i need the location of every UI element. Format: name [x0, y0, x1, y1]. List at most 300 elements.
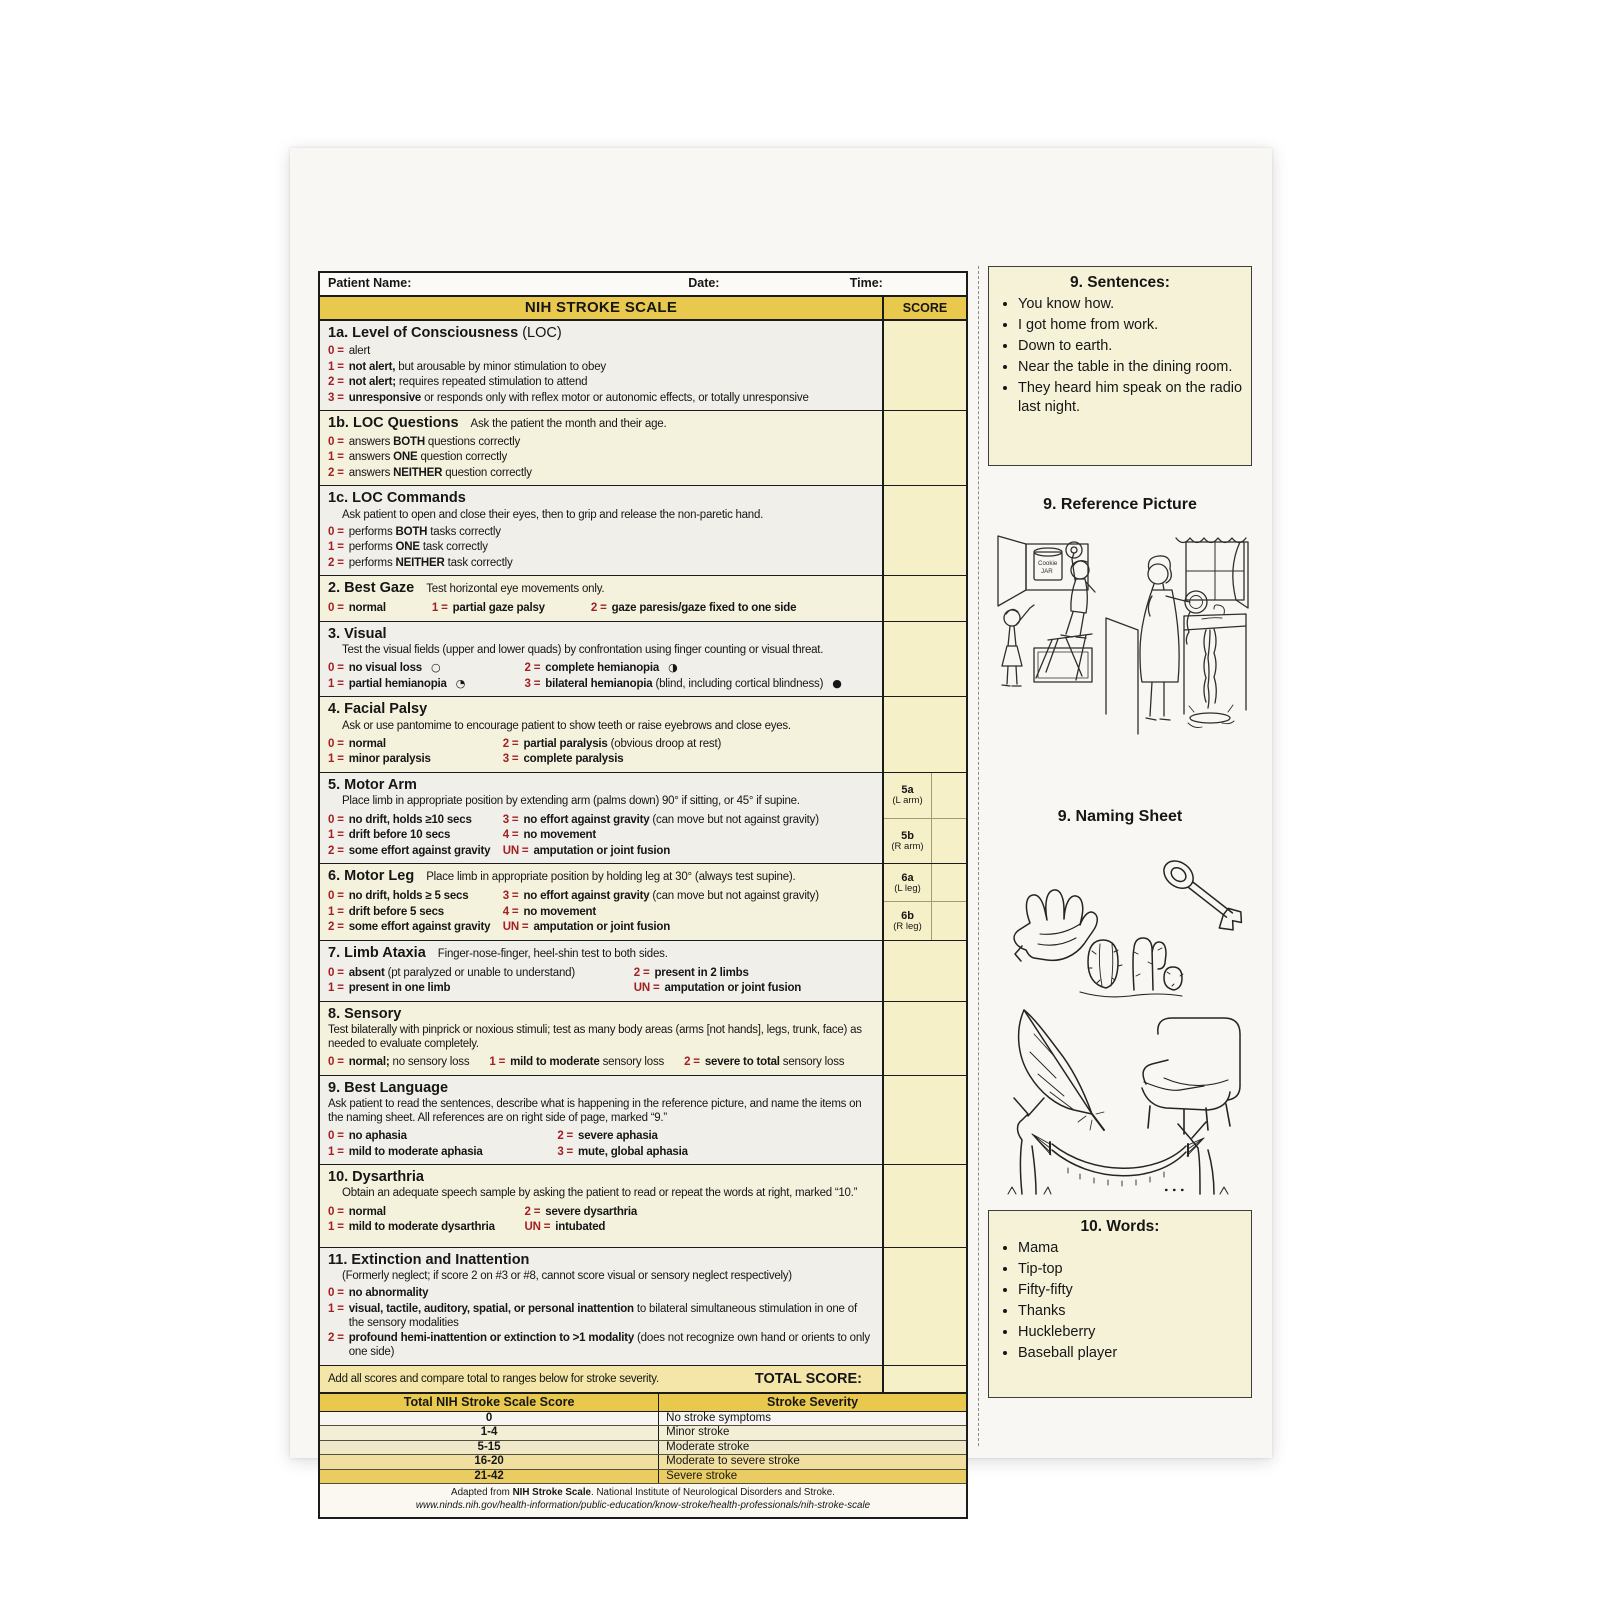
- severity-row-5: [320, 1470, 966, 1485]
- section-note: Test bilaterally with pinprick or noxious stimuli; test as many body areas (arms [not hands], legs, trunk, face) as needed to evaluate completely.: [328, 1023, 862, 1050]
- option-score-value: 1 =: [328, 360, 344, 373]
- severity-score-range: 0: [320, 1412, 659, 1426]
- score-box-2[interactable]: [882, 576, 966, 620]
- patient-name-field[interactable]: [425, 275, 655, 293]
- severity-score-range: 5-15: [320, 1441, 659, 1455]
- sentence-item: • You know how.: [1018, 295, 1243, 314]
- options-col-2: [525, 1203, 874, 1236]
- option-text: gaze paresis/gaze fixed to one side: [611, 602, 797, 615]
- option-1c-2: [328, 556, 874, 570]
- options-8: [328, 1054, 874, 1071]
- cactus-icon: [1080, 938, 1183, 997]
- severity-row-2: [320, 1426, 966, 1441]
- option-score-value: 1 =: [328, 1302, 344, 1315]
- option-score-value: 2 =: [524, 1205, 541, 1218]
- severity-score-range: 16-20: [320, 1455, 659, 1469]
- naming-sheet-title: 9. Naming Sheet: [1057, 808, 1183, 825]
- option-text: no movement: [523, 829, 596, 842]
- option-score-value: 0 =: [328, 525, 344, 538]
- option-score-value: 1 =: [328, 541, 344, 554]
- option-7-1: [328, 981, 634, 995]
- sentence-item: • Near the table in the dining room.: [1018, 358, 1243, 377]
- option-score-value: 0 =: [328, 662, 344, 675]
- date-label: Date:: [688, 276, 720, 290]
- section-title: 7. Limb Ataxia: [328, 944, 426, 961]
- option-score-value: 2 =: [328, 376, 344, 389]
- section-row-7: [320, 941, 966, 1002]
- date-field[interactable]: [721, 275, 831, 293]
- options-4: [328, 735, 874, 768]
- options-col-1: [328, 964, 634, 997]
- section-description: Finger-nose-finger, heel-shin test to both sides.: [437, 947, 668, 960]
- glove-icon: [1014, 890, 1097, 961]
- score-box-1b[interactable]: [882, 411, 966, 485]
- option-score-value: 0 =: [328, 966, 344, 979]
- option-text: performs NEITHER task correctly: [348, 556, 513, 569]
- mother-drawing: [1140, 556, 1207, 720]
- option-text: present in 2 limbs: [654, 966, 749, 979]
- word-item: • Tip-top: [1018, 1260, 1243, 1279]
- option-4-2: [503, 737, 874, 751]
- section-row-6: [320, 864, 966, 940]
- option-9-1: [328, 1145, 557, 1159]
- option-score-value: 1 =: [328, 905, 344, 918]
- option-score-value: 0 =: [328, 890, 344, 903]
- options-col-1: [328, 660, 525, 693]
- section-heading: [328, 489, 874, 507]
- option-text: performs ONE task correctly: [348, 541, 488, 554]
- option-text: bilateral hemianopia (blind, including cortical blindness) ●: [545, 676, 842, 690]
- option-text: no effort against gravity (can move but not against gravity): [523, 813, 819, 826]
- option-text: unresponsive or responds only with reflex motor or autonomic effects, or totally unresponsive: [348, 391, 809, 404]
- option-text: severe to total sensory loss: [704, 1056, 845, 1069]
- option-5-3: [503, 813, 874, 827]
- section-note: Test the visual fields (upper and lower quads) by confrontation using finger counting or visual threat.: [342, 643, 824, 656]
- section-title: 1c. LOC Commands: [328, 490, 466, 507]
- total-score-label: TOTAL SCORE:: [754, 1370, 862, 1387]
- section-heading: [328, 776, 874, 794]
- option-text: alert: [348, 345, 371, 358]
- severity-label: Minor stroke: [666, 1426, 730, 1439]
- option-text: amputation or joint fusion: [533, 921, 671, 934]
- option-5-2: [328, 844, 503, 858]
- option-text: no aphasia: [348, 1130, 407, 1143]
- option-text: performs BOTH tasks correctly: [348, 525, 501, 538]
- option-text: some effort against gravity: [348, 844, 491, 857]
- footer-url: www.ninds.nih.gov/health-information/public-education/know-stroke/health-professionals/nih-stroke-scale: [415, 1500, 871, 1512]
- section-note: Ask or use pantomime to encourage patient to show teeth or raise eyebrows and close eyes.: [342, 719, 791, 732]
- option-text: answers BOTH questions correctly: [348, 435, 520, 448]
- section-title: 2. Best Gaze: [328, 580, 415, 597]
- option-8-1: [489, 1055, 664, 1069]
- option-5-0: [328, 813, 503, 827]
- severity-score-range: 21-42: [320, 1470, 659, 1484]
- option-2-0: [328, 601, 386, 615]
- sentence-item: • They heard him speak on the radio last night.: [1018, 379, 1243, 416]
- score-box-8[interactable]: [882, 1002, 966, 1075]
- option-text: present in one limb: [348, 982, 451, 995]
- option-4-0: [328, 737, 503, 751]
- words-title: 10. Words:: [1080, 1218, 1160, 1235]
- sentences-list: [997, 295, 1243, 416]
- options-1c: [328, 525, 874, 570]
- option-score-value: 2 =: [328, 1332, 344, 1345]
- patient-name-label: Patient Name:: [328, 276, 412, 290]
- word-item: • Huckleberry: [1018, 1323, 1243, 1342]
- options-1a: [328, 344, 874, 405]
- option-6-3: [503, 889, 874, 903]
- option-text: visual, tactile, auditory, spatial, or personal inattention to bilateral simultaneous stimulation in one of the sensory modalities: [348, 1302, 857, 1329]
- option-1b-1: [328, 450, 874, 464]
- section-body-1a: [320, 321, 882, 410]
- severity-score-range: 1-4: [320, 1426, 659, 1440]
- section-note: Ask patient to read the sentences, describe what is happening in the reference picture, and name the items on the naming sheet. All references are on right side of page, marked “9.”: [328, 1097, 862, 1124]
- section-body-5: [320, 773, 882, 863]
- option-score-value: 4 =: [502, 829, 519, 842]
- option-score-value: 2 =: [502, 737, 519, 750]
- patient-header-row: [320, 273, 966, 297]
- score-sublabel-5b: 5b (R arm): [891, 829, 924, 852]
- option-text: amputation or joint fusion: [664, 982, 802, 995]
- score-subrow-5a: [884, 773, 966, 819]
- nihss-table: [318, 271, 968, 1519]
- options-9: [328, 1128, 874, 1161]
- section-row-2: [320, 576, 966, 621]
- section-heading: [328, 944, 874, 962]
- score-box-9[interactable]: [882, 1076, 966, 1165]
- score-box-5b[interactable]: [931, 819, 966, 864]
- option-score-value: 3 =: [502, 813, 519, 826]
- section-title: 10. Dysarthria: [328, 1169, 424, 1186]
- options-11: [328, 1286, 874, 1359]
- option-text: answers ONE question correctly: [348, 451, 507, 464]
- score-box-11[interactable]: [882, 1248, 966, 1365]
- option-4-1: [328, 752, 503, 766]
- option-score-value: UN =: [502, 844, 529, 857]
- option-score-value: 1 =: [328, 451, 344, 464]
- cookie-jar-drawing: [1034, 548, 1062, 580]
- option-score-value: 2 =: [328, 844, 344, 857]
- severity-row-1: [320, 1412, 966, 1427]
- section-heading: [328, 324, 874, 342]
- section-body-2: [320, 576, 882, 620]
- girl-drawing: [1002, 605, 1034, 686]
- severity-col1-header: Total NIH Stroke Scale Score: [320, 1394, 659, 1411]
- section-heading: [328, 1251, 874, 1269]
- option-score-value: 2 =: [557, 1130, 574, 1143]
- section-row-1c: [320, 486, 966, 576]
- section-body-6: [320, 864, 882, 939]
- option-score-value: 0 =: [328, 737, 344, 750]
- score-box-10[interactable]: [882, 1165, 966, 1247]
- score-box-1a[interactable]: [882, 321, 966, 410]
- options-5: [328, 811, 874, 859]
- section-row-1a: [320, 321, 966, 411]
- option-text: normal: [348, 1205, 386, 1218]
- option-1a-3: [328, 391, 874, 405]
- option-score-value: 3 =: [328, 391, 344, 404]
- option-11-1: [328, 1302, 874, 1330]
- options-10: [328, 1203, 874, 1236]
- section-title: 6. Motor Leg: [328, 868, 415, 885]
- option-score-value: 0 =: [328, 1205, 344, 1218]
- sentences-box: [988, 266, 1252, 466]
- section-title: 5. Motor Arm: [328, 776, 417, 793]
- section-title: 8. Sensory: [328, 1005, 402, 1022]
- score-box-7[interactable]: [882, 941, 966, 1001]
- score-sublabel-5a: 5a (L arm): [892, 784, 923, 807]
- options-col-2: [503, 888, 874, 936]
- section-title: 1b. LOC Questions: [328, 415, 459, 432]
- option-score-value: 3 =: [502, 753, 519, 766]
- score-box-3[interactable]: [882, 622, 966, 697]
- option-1a-2: [328, 375, 874, 389]
- section-row-11: [320, 1248, 966, 1366]
- option-5-4: [503, 828, 874, 842]
- hemianopia-circle-icon: ●: [832, 676, 842, 690]
- options-col-2: [503, 735, 874, 768]
- option-score-value: 2 =: [524, 662, 541, 675]
- option-11-2: [328, 1331, 874, 1359]
- option-text: complete hemianopia ◑: [545, 661, 678, 675]
- footer-attribution: Adapted from NIH Stroke Scale. National Institute of Neurological Disorders and Stroke.: [451, 1487, 835, 1499]
- options-2: [328, 600, 874, 617]
- option-text: severe aphasia: [578, 1130, 658, 1143]
- section-body-9: [320, 1076, 882, 1165]
- word-item: • Mama: [1018, 1239, 1243, 1258]
- section-body-1b: [320, 411, 882, 485]
- option-6-2: [328, 920, 503, 934]
- score-box-4[interactable]: [882, 697, 966, 772]
- option-text: severe dysarthria: [545, 1205, 638, 1218]
- option-text: profound hemi-inattention or extinction to >1 modality (does not recognize own hand or orients to only one side): [348, 1332, 870, 1359]
- chair-icon: [1142, 1018, 1240, 1134]
- score-box-6a[interactable]: [931, 864, 966, 901]
- section-note: (Formerly neglect; if score 2 on #3 or #8, cannot score visual or sensory neglect respectively): [342, 1270, 792, 1283]
- option-10-0: [328, 1205, 525, 1219]
- option-text: no drift, holds ≥10 secs: [348, 813, 472, 826]
- section-row-5: [320, 773, 966, 864]
- option-score-value: 1 =: [328, 1221, 344, 1234]
- score-sublabel-6b: 6b (R leg): [893, 909, 922, 932]
- option-9-2: [557, 1129, 874, 1143]
- option-score-value: 1 =: [328, 753, 344, 766]
- option-3-1: [328, 677, 525, 691]
- window-drawing: [1176, 538, 1248, 608]
- options-col-1: [328, 1128, 557, 1161]
- option-text: intubated: [555, 1221, 606, 1234]
- total-instruction: Add all scores and compare total to ranges below for stroke severity.: [328, 1372, 659, 1385]
- option-10-UN: [525, 1220, 874, 1234]
- option-score-value: 2 =: [590, 602, 607, 615]
- section-description: Place limb in appropriate position by holding leg at 30° (always test supine).: [426, 871, 796, 884]
- sentences-title: 9. Sentences:: [1070, 274, 1170, 291]
- section-body-7: [320, 941, 882, 1001]
- hammock-icon: [1008, 1098, 1228, 1194]
- hemianopia-circle-icon: ◑: [668, 661, 678, 675]
- option-score-value: 2 =: [328, 921, 344, 934]
- severity-rows: [320, 1412, 966, 1485]
- severity-label: Severe stroke: [666, 1469, 738, 1482]
- option-text: partial gaze palsy: [452, 602, 545, 615]
- option-4-3: [503, 752, 874, 766]
- section-heading: [328, 625, 874, 643]
- option-score-value: 1 =: [489, 1056, 506, 1069]
- option-score-value: 1 =: [328, 982, 344, 995]
- option-text: drift before 10 secs: [348, 829, 451, 842]
- options-col-2: [525, 660, 874, 693]
- section-heading: [328, 1079, 874, 1097]
- options-col-1: [328, 1203, 525, 1236]
- section-body-10: [320, 1165, 882, 1247]
- option-text: no abnormality: [348, 1287, 429, 1300]
- word-item: • Baseball player: [1018, 1344, 1243, 1363]
- section-heading: [328, 579, 874, 597]
- option-score-value: 1 =: [328, 1145, 344, 1158]
- options-6: [328, 888, 874, 936]
- option-score-value: 0 =: [328, 813, 344, 826]
- section-title: 3. Visual: [328, 625, 387, 642]
- option-text: normal; no sensory loss: [348, 1056, 470, 1069]
- option-6-UN: [503, 920, 874, 934]
- option-9-3: [557, 1145, 874, 1159]
- option-1b-0: [328, 435, 874, 449]
- severity-label: No stroke symptoms: [666, 1411, 771, 1424]
- section-title: 1a. Level of Consciousness: [328, 325, 519, 341]
- hemianopia-circle-icon: ○: [430, 661, 441, 675]
- naming-sheet-drawing: [988, 838, 1252, 1200]
- section-note: Place limb in appropriate position by extending arm (palms down) 90° if sitting, or 45° if supine.: [342, 795, 800, 808]
- option-text: some effort against gravity: [348, 921, 491, 934]
- option-7-0: [328, 966, 634, 980]
- option-11-0: [328, 1286, 874, 1300]
- option-score-value: 1 =: [328, 829, 344, 842]
- time-field[interactable]: [882, 275, 952, 293]
- options-col-2: [503, 811, 874, 859]
- option-3-0: [328, 661, 525, 675]
- options-col-1: [328, 735, 503, 768]
- option-score-value: 4 =: [502, 905, 519, 918]
- time-label: Time:: [849, 276, 883, 290]
- section-note: Obtain an adequate speech sample by asking the patient to read or repeat the words at right, marked “10.”: [342, 1187, 858, 1200]
- sentence-item: • Down to earth.: [1018, 337, 1243, 356]
- option-2-2: [591, 601, 796, 615]
- option-text: not alert, but arousable by minor stimulation to obey: [348, 360, 606, 373]
- option-1a-0: [328, 344, 874, 358]
- severity-col2-header: Stroke Severity: [767, 1394, 859, 1409]
- word-item: • Thanks: [1018, 1302, 1243, 1321]
- option-text: drift before 5 secs: [348, 905, 444, 918]
- option-7-2: [634, 966, 874, 980]
- option-1b-2: [328, 466, 874, 480]
- severity-header-row: [320, 1394, 966, 1412]
- section-title: 9. Best Language: [328, 1079, 449, 1096]
- score-box-6b[interactable]: [931, 902, 966, 939]
- reference-picture-title: 9. Reference Picture: [1043, 496, 1197, 513]
- section-heading: [328, 1005, 874, 1023]
- words-list: [997, 1239, 1243, 1363]
- option-3-3: [525, 677, 874, 691]
- section-body-1c: [320, 486, 882, 575]
- key-icon: [1155, 855, 1248, 936]
- option-score-value: 1 =: [431, 602, 448, 615]
- section-heading: [328, 414, 874, 432]
- option-score-value: 0 =: [328, 602, 344, 615]
- option-score-value: 3 =: [524, 677, 541, 690]
- score-box-1c[interactable]: [882, 486, 966, 575]
- section-body-4: [320, 697, 882, 772]
- option-6-0: [328, 889, 503, 903]
- option-6-1: [328, 905, 503, 919]
- section-row-10: [320, 1165, 966, 1248]
- options-col-2: [634, 964, 874, 997]
- section-description: Test horizontal eye movements only.: [426, 583, 605, 596]
- score-column-header: SCORE: [882, 297, 966, 319]
- score-subrow-6a: [884, 864, 966, 902]
- form-title: NIH STROKE SCALE: [524, 299, 678, 316]
- options-1b: [328, 435, 874, 480]
- option-text: mild to moderate sensory loss: [510, 1056, 665, 1069]
- option-text: partial hemianopia ◔: [348, 676, 466, 690]
- option-score-value: 2 =: [684, 1056, 700, 1069]
- option-text: no effort against gravity (can move but not against gravity): [523, 890, 819, 903]
- option-score-value: 2 =: [633, 966, 650, 979]
- option-10-2: [525, 1205, 874, 1219]
- score-cell-5: [882, 773, 966, 863]
- severity-table: [320, 1394, 966, 1485]
- section-body-11: [320, 1248, 882, 1365]
- svg-text:JAR: JAR: [1041, 568, 1053, 575]
- option-text: amputation or joint fusion: [533, 844, 671, 857]
- option-score-value: 3 =: [502, 890, 519, 903]
- option-score-value: UN =: [502, 921, 529, 934]
- svg-text:Cookie: Cookie: [1038, 560, 1058, 567]
- section-heading: [328, 1168, 874, 1186]
- score-cell-6: [882, 864, 966, 939]
- option-6-4: [503, 905, 874, 919]
- section-row-3: [320, 622, 966, 698]
- option-1c-1: [328, 540, 874, 554]
- section-heading: [328, 867, 874, 885]
- option-score-value: 0 =: [328, 1287, 344, 1300]
- sink-drawing: [1184, 605, 1246, 728]
- option-10-1: [328, 1220, 525, 1234]
- severity-label: Moderate stroke: [666, 1440, 750, 1453]
- table-footer: [320, 1484, 966, 1516]
- option-score-value: 3 =: [557, 1145, 574, 1158]
- section-title: 11. Extinction and Inattention: [328, 1252, 530, 1269]
- option-text: no visual loss ○: [348, 661, 441, 675]
- option-text: minor paralysis: [348, 753, 431, 766]
- score-box-5a[interactable]: [931, 773, 966, 818]
- option-8-0: [328, 1055, 469, 1069]
- options-col-2: [557, 1128, 874, 1161]
- option-text: not alert; requires repeated stimulation to attend: [348, 376, 588, 389]
- severity-row-3: [320, 1441, 966, 1456]
- option-1c-0: [328, 525, 874, 539]
- option-text: partial paralysis (obvious droop at rest): [523, 737, 722, 750]
- option-text: answers NEITHER question correctly: [348, 466, 532, 479]
- option-3-2: [525, 661, 874, 675]
- option-text: no movement: [523, 905, 596, 918]
- option-score-value: UN =: [633, 982, 660, 995]
- option-score-value: 2 =: [328, 556, 344, 569]
- option-score-value: 0 =: [328, 1130, 344, 1143]
- total-score-cell: [320, 1366, 882, 1392]
- total-score-box[interactable]: [882, 1366, 966, 1392]
- naming-sheet: [988, 838, 1252, 1205]
- nihss-sections: [320, 321, 966, 1366]
